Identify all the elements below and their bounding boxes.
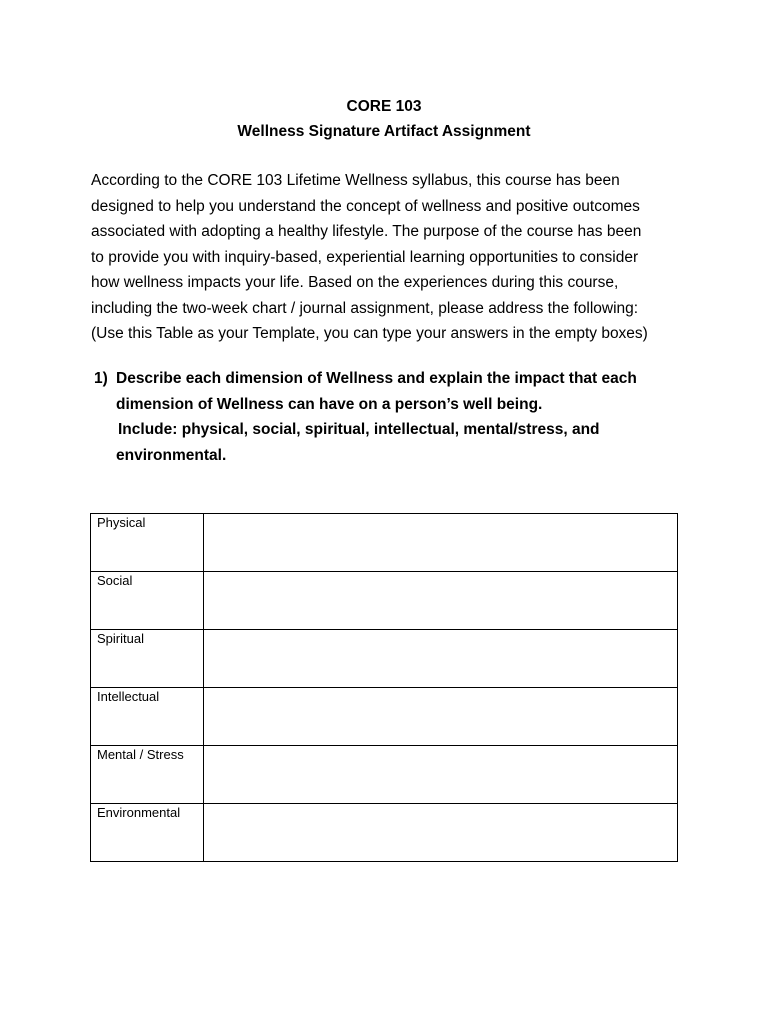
- wellness-dimensions-table: [90, 513, 678, 862]
- dimension-label-mental-stress: Mental / Stress: [91, 746, 204, 804]
- document-header: [0, 94, 768, 144]
- table-row: [91, 630, 678, 688]
- question-include-line: Include: physical, social, spiritual, intellectual, mental/stress, and: [118, 421, 600, 438]
- question-line: dimension of Wellness can have on a person’s well being.: [116, 395, 543, 413]
- intro-paragraph: [91, 168, 691, 347]
- dimension-label-environmental: Environmental: [91, 804, 204, 862]
- dimension-label-spiritual: Spiritual: [91, 630, 204, 688]
- table-row: [91, 572, 678, 630]
- intro-line: including the two-week chart / journal assignment, please address the following:: [91, 299, 639, 317]
- question-number: 1): [94, 370, 108, 387]
- answer-cell-social[interactable]: [204, 572, 678, 630]
- dimension-label-physical: Physical: [91, 514, 204, 572]
- intro-line: associated with adopting a healthy lifestyle. The purpose of the course has been: [91, 223, 642, 240]
- table-row: [91, 804, 678, 862]
- answer-cell-intellectual[interactable]: [204, 688, 678, 746]
- intro-line: According to the CORE 103 Lifetime Wellness syllabus, this course has been: [91, 172, 620, 189]
- question-1: [94, 366, 694, 468]
- intro-line: (Use this Table as your Template, you can type your answers in the empty boxes): [91, 325, 648, 342]
- question-line: Describe each dimension of Wellness and explain the impact that each: [116, 370, 637, 387]
- table-row: [91, 746, 678, 804]
- question-line: environmental.: [116, 446, 227, 464]
- answer-cell-mental-stress[interactable]: [204, 746, 678, 804]
- dimension-label-social: Social: [91, 572, 204, 630]
- answer-cell-spiritual[interactable]: [204, 630, 678, 688]
- intro-line: to provide you with inquiry-based, experiential learning opportunities to consider: [91, 248, 639, 266]
- intro-line: designed to help you understand the concept of wellness and positive outcomes: [91, 197, 640, 215]
- course-code: CORE 103: [346, 98, 422, 115]
- intro-line: how wellness impacts your life. Based on the experiences during this course,: [91, 274, 619, 291]
- table-row: [91, 688, 678, 746]
- assignment-title: Wellness Signature Artifact Assignment: [237, 123, 531, 140]
- answer-cell-physical[interactable]: [204, 514, 678, 572]
- dimension-label-intellectual: Intellectual: [91, 688, 204, 746]
- table-row: [91, 514, 678, 572]
- answer-cell-environmental[interactable]: [204, 804, 678, 862]
